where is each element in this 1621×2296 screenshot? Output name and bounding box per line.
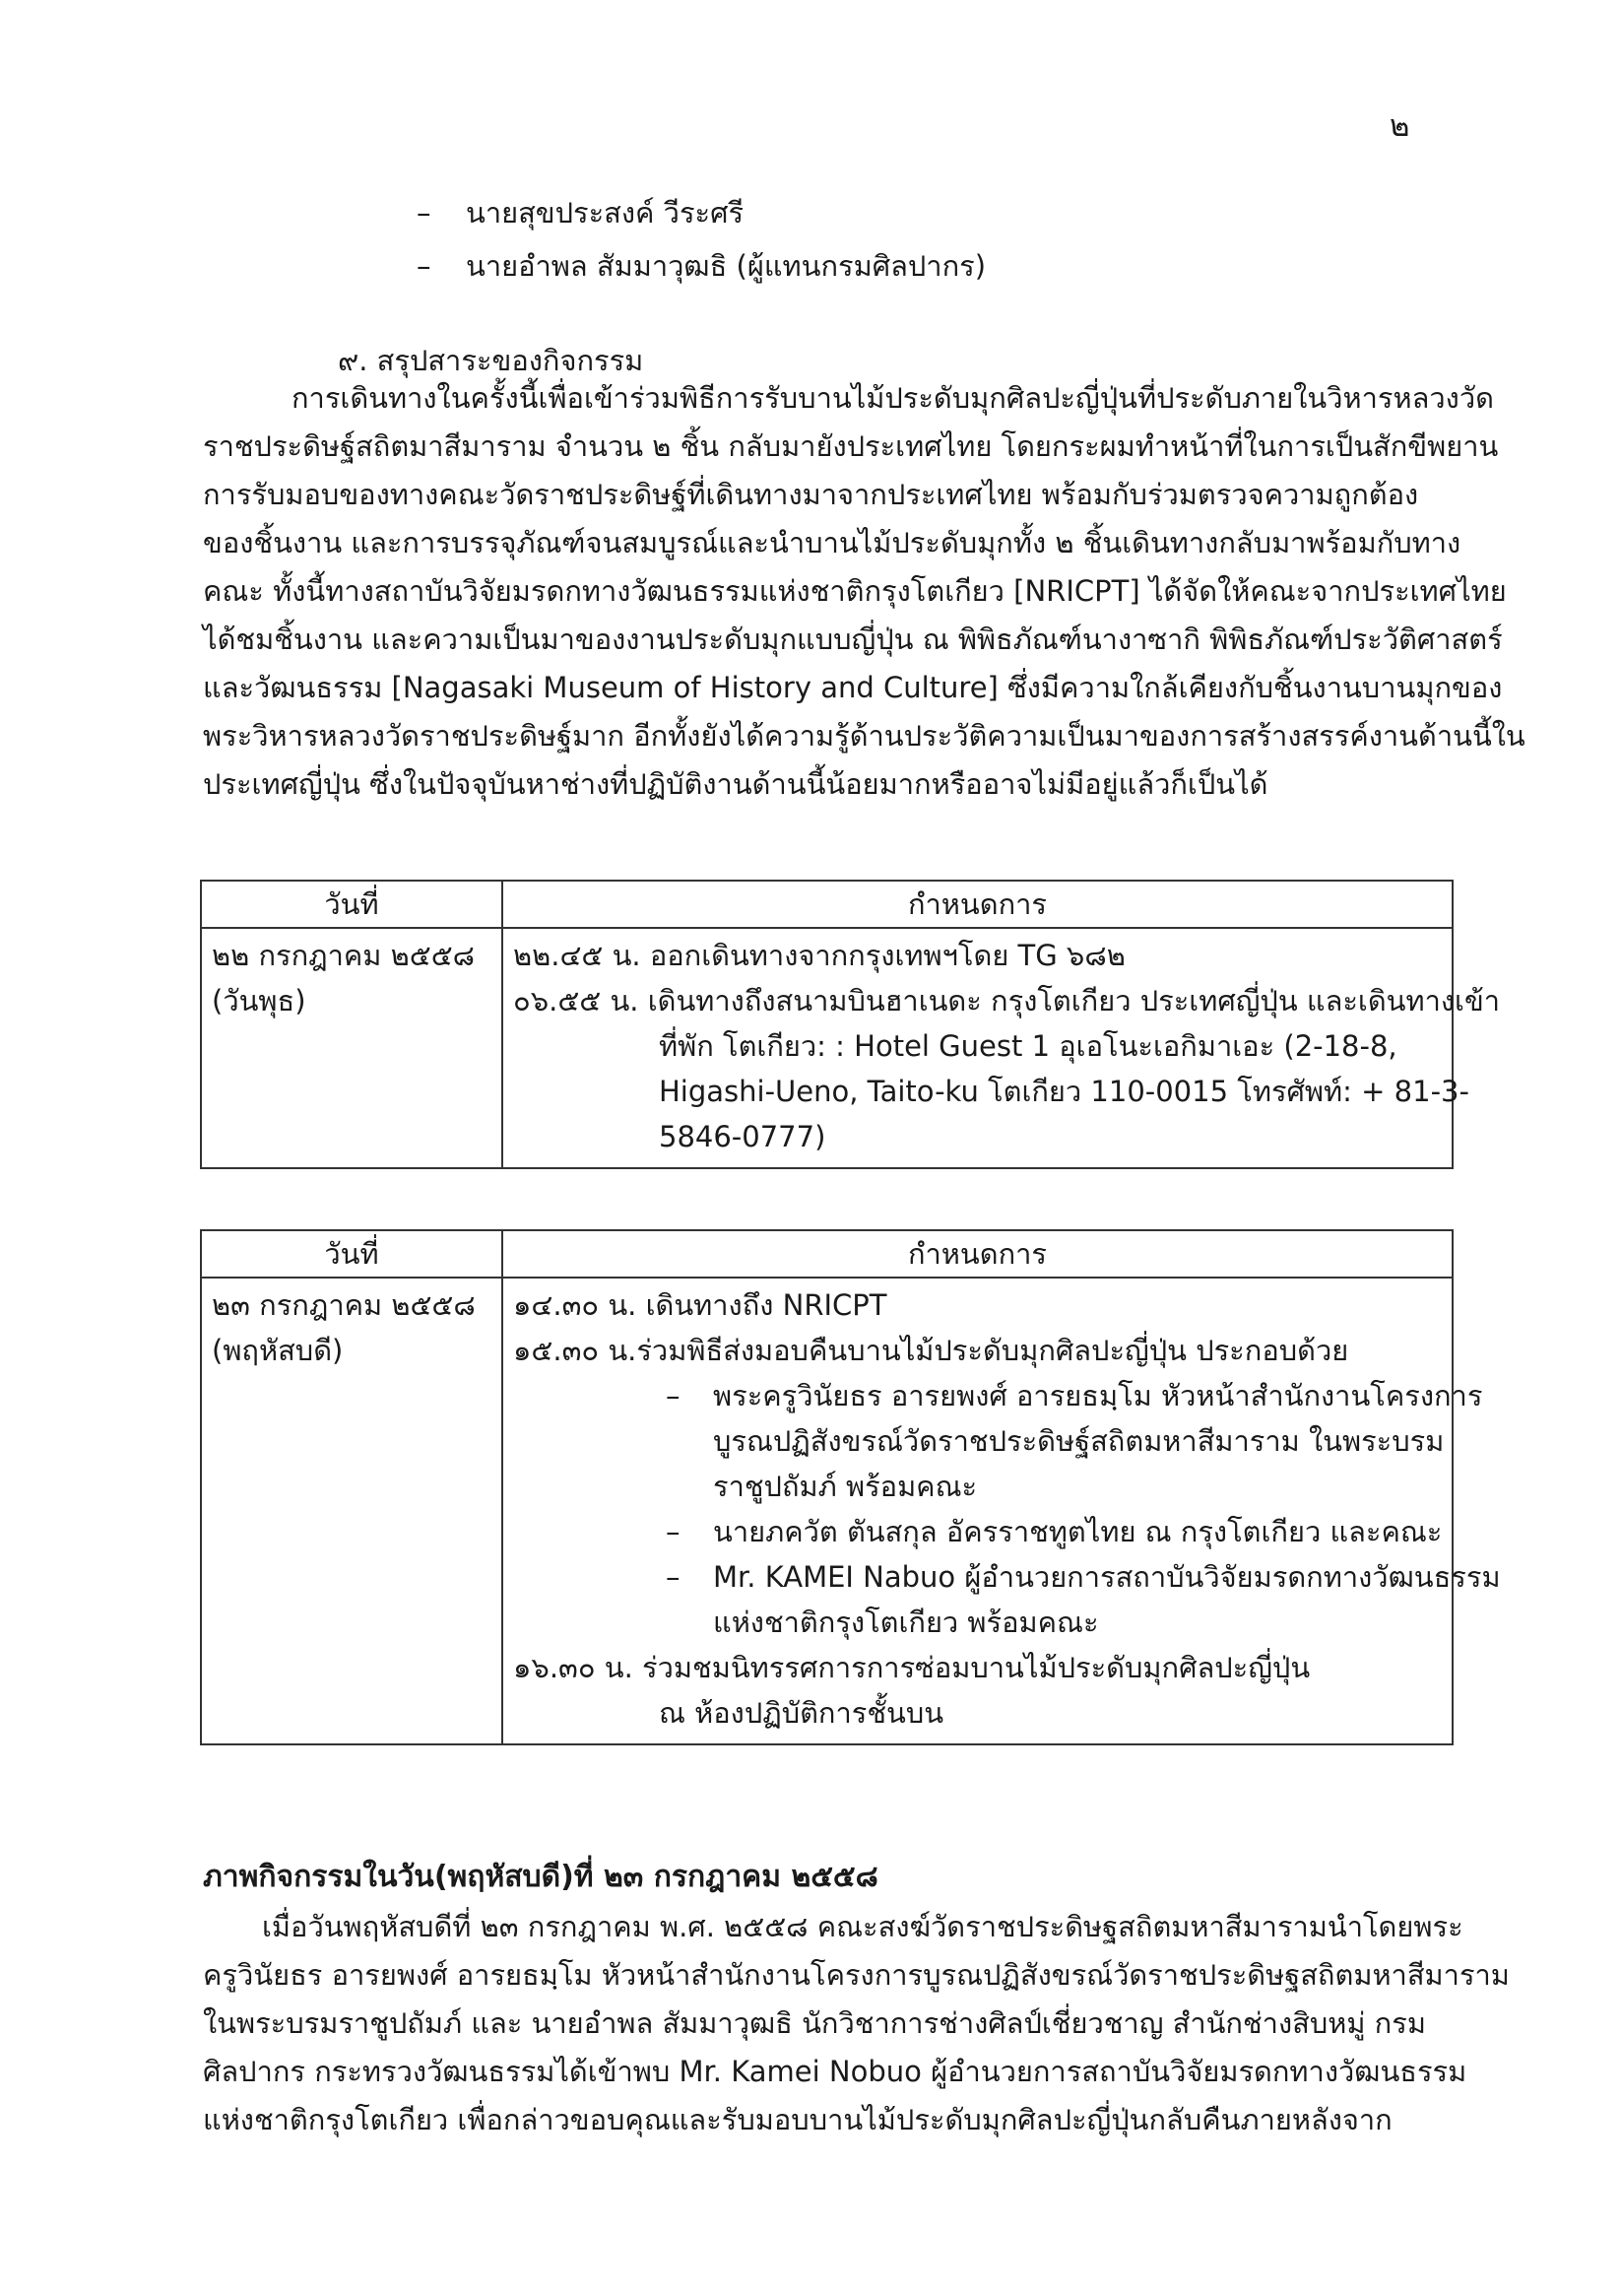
paragraph-line: ของชิ้นงาน และการบรรจุภัณฑ์จนสมบูรณ์และนำบานไม้ประดับมุกทั้ง ๒ ชิ้นเดินทางกลับมาพร้อมกับทาง xyxy=(203,526,1461,559)
header-date: วันที่ xyxy=(201,1230,502,1278)
header-agenda: กำหนดการ xyxy=(502,881,1453,928)
paragraph-line: ประเทศญี่ปุ่น ซึ่งในปัจจุบันหาช่างที่ปฏิบัติงานด้านนี้น้อยมากหรืออาจไม่มีอยู่แล้วก็เป็นได้ xyxy=(203,767,1268,801)
schedule-table-1 xyxy=(200,880,1501,1169)
agenda-event: ๐๖.๕๕ น. เดินทางถึงสนามบินฮาเนดะ กรุงโตเกียว ประเทศญี่ปุ่น และเดินทางเข้า xyxy=(513,984,1501,1017)
agenda-cell xyxy=(502,928,1501,1168)
participant-line: บูรณปฏิสังขรณ์วัดราชประดิษฐ์สถิตมหาสีมาราม ในพระบรม xyxy=(713,1424,1445,1458)
date-cell xyxy=(201,1278,502,1744)
paragraph-line: ในพระบรมราชูปถัมภ์ และ นายอำพล สัมมาวุฒธิ นักวิชาการช่างศิลป์เชี่ยวชาญ สำนักช่างสิบหมู่ กรม xyxy=(203,2006,1426,2040)
paragraph-line: การเดินทางในครั้งนี้เพื่อเข้าร่วมพิธีการรับบานไม้ประดับมุกศิลปะญี่ปุ่นที่ประดับภายในวิหารหลวงวัด xyxy=(292,381,1494,415)
header-agenda: กำหนดการ xyxy=(502,1230,1453,1278)
header-date: วันที่ xyxy=(201,881,502,928)
dash-bullet: – xyxy=(417,196,431,230)
paragraph-line: แห่งชาติกรุงโตเกียว เพื่อกล่าวขอบคุณและรับมอบบานไม้ประดับมุกศิลปะญี่ปุ่นกลับคืนภายหลังจาก xyxy=(203,2103,1393,2136)
participant-item xyxy=(513,1373,1483,1509)
dash-bullet: – xyxy=(666,1515,681,1548)
agenda-event: ๑๖.๓๐ น. ร่วมชมนิทรรศการการซ่อมบานไม้ประดับมุกศิลปะญี่ปุ่น xyxy=(513,1651,1311,1684)
paragraph-line: ครูวินัยธร อารยพงศ์ อารยธมฺโม หัวหน้าสำนักงานโครงการบูรณปฏิสังขรณ์วัดราชประดิษฐสถิตมหาสีมาราม xyxy=(203,1958,1510,1992)
agenda-event: ๑๕.๓๐ น.ร่วมพิธีส่งมอบคืนบานไม้ประดับมุกศิลปะญี่ปุ่น ประกอบด้วย xyxy=(513,1334,1349,1367)
agenda-line: ณ ห้องปฏิบัติการชั้นบน xyxy=(659,1696,944,1730)
agenda-cell xyxy=(502,1278,1501,1744)
participant-line: แห่งชาติกรุงโตเกียว พร้อมคณะ xyxy=(713,1606,1099,1639)
participant-line: ราชูปถัมภ์ พร้อมคณะ xyxy=(713,1470,978,1503)
paragraph-line: ศิลปากร กระทรวงวัฒนธรรมได้เข้าพบ Mr. Kamei Nobuo ผู้อำนวยการสถาบันวิจัยมรดกทางวัฒนธรรม xyxy=(203,2055,1467,2088)
paragraph-line: เมื่อวันพฤหัสบดีที่ ๒๓ กรกฎาคม พ.ศ. ๒๕๕๘ คณะสงฆ์วัดราชประดิษฐสถิตมหาสีมารามนำโดยพระ xyxy=(262,1910,1463,1943)
participant-line: พระครูวินัยธร อารยพงศ์ อารยธมฺโม หัวหน้าสำนักงานโครงการ xyxy=(713,1379,1483,1412)
dash-bullet: – xyxy=(666,1379,681,1412)
participant-item xyxy=(513,1554,1501,1645)
attendee-item xyxy=(417,246,986,286)
participant-line: นายภควัต ตันสกุล อัครราชทูตไทย ณ กรุงโตเกียว และคณะ xyxy=(713,1515,1443,1548)
date-text: ๒๒ กรกฎาคม ๒๕๕๘ xyxy=(212,939,476,972)
agenda-line: ที่พัก โตเกียว: : Hotel Guest 1 อุเอโนะเอกิมาเอะ (2-18-8, xyxy=(659,1029,1397,1063)
agenda-event: ๑๔.๓๐ น. เดินทางถึง NRICPT xyxy=(513,1288,887,1322)
date-text: ๒๓ กรกฎาคม ๒๕๕๘ xyxy=(212,1288,476,1322)
agenda-event-continuation xyxy=(513,1023,1469,1159)
agenda-line: Higashi-Ueno, Taito-ku โตเกียว 110-0015 โทรศัพท์: + 81-3- xyxy=(659,1075,1469,1108)
participant-line: Mr. KAMEI Nabuo ผู้อำนวยการสถาบันวิจัยมรดกทางวัฒนธรรม xyxy=(713,1560,1501,1594)
paragraph-line: การรับมอบของทางคณะวัดราชประดิษฐ์ที่เดินทางมาจากประเทศไทย พร้อมกับร่วมตรวจความถูกต้อง xyxy=(203,478,1419,511)
dash-bullet: – xyxy=(666,1560,681,1594)
agenda-line: 5846-0777) xyxy=(659,1120,826,1153)
attendee-name: นายอำพล สัมมาวุฒธิ (ผู้แทนกรมศิลปากร) xyxy=(466,249,987,283)
summary-paragraph xyxy=(203,374,1525,809)
date-cell xyxy=(201,928,502,1168)
activity-paragraph xyxy=(203,1903,1510,2144)
agenda-event: ๒๒.๔๕ น. ออกเดินทางจากกรุงเทพฯโดย TG ๖๘๒ xyxy=(513,939,1126,972)
paragraph-line: ราชประดิษฐ์สถิตมาสีมาราม จำนวน ๒ ชิ้น กลับมายังประเทศไทย โดยกระผมทำหน้าที่ในการเป็นสักขีพยาน xyxy=(203,429,1499,463)
page-number: ๒ xyxy=(1390,108,1410,144)
paragraph-line: และวัฒนธรรม [Nagasaki Museum of History and Culture] ซึ่งมีความใกล้เคียงกับชิ้นงานบานมุกของ xyxy=(203,671,1503,704)
weekday-text: (พฤหัสบดี) xyxy=(212,1334,344,1367)
participant-item xyxy=(513,1509,1442,1554)
activity-heading: ภาพกิจกรรมในวัน(พฤหัสบดี)ที่ ๒๓ กรกฎาคม ๒๕๕๘ xyxy=(203,1860,878,1894)
paragraph-line: ได้ชมชิ้นงาน และความเป็นมาของงานประดับมุกแบบญี่ปุ่น ณ พิพิธภัณฑ์นางาซากิ พิพิธภัณฑ์ประวัติศาสตร์ xyxy=(203,623,1503,656)
dash-bullet: – xyxy=(417,249,431,283)
weekday-text: (วันพุธ) xyxy=(212,984,306,1017)
attendee-item xyxy=(417,193,744,232)
paragraph-line: คณะ ทั้งนี้ทางสถาบันวิจัยมรดกทางวัฒนธรรมแห่งชาติกรุงโตเกียว [NRICPT] ได้จัดให้คณะจากประเทศไทย xyxy=(203,574,1507,608)
paragraph-line: พระวิหารหลวงวัดราชประดิษฐ์มาก อีกทั้งยังได้ความรู้ด้านประวัติความเป็นมาของการสร้างสรรค์งานด้านนี้ใน xyxy=(203,719,1525,753)
attendee-name: นายสุขประสงค์ วีระศรี xyxy=(466,196,745,230)
section-heading: ๙. สรุปสาระของกิจกรรม xyxy=(338,344,644,377)
schedule-table-2 xyxy=(200,1229,1501,1745)
